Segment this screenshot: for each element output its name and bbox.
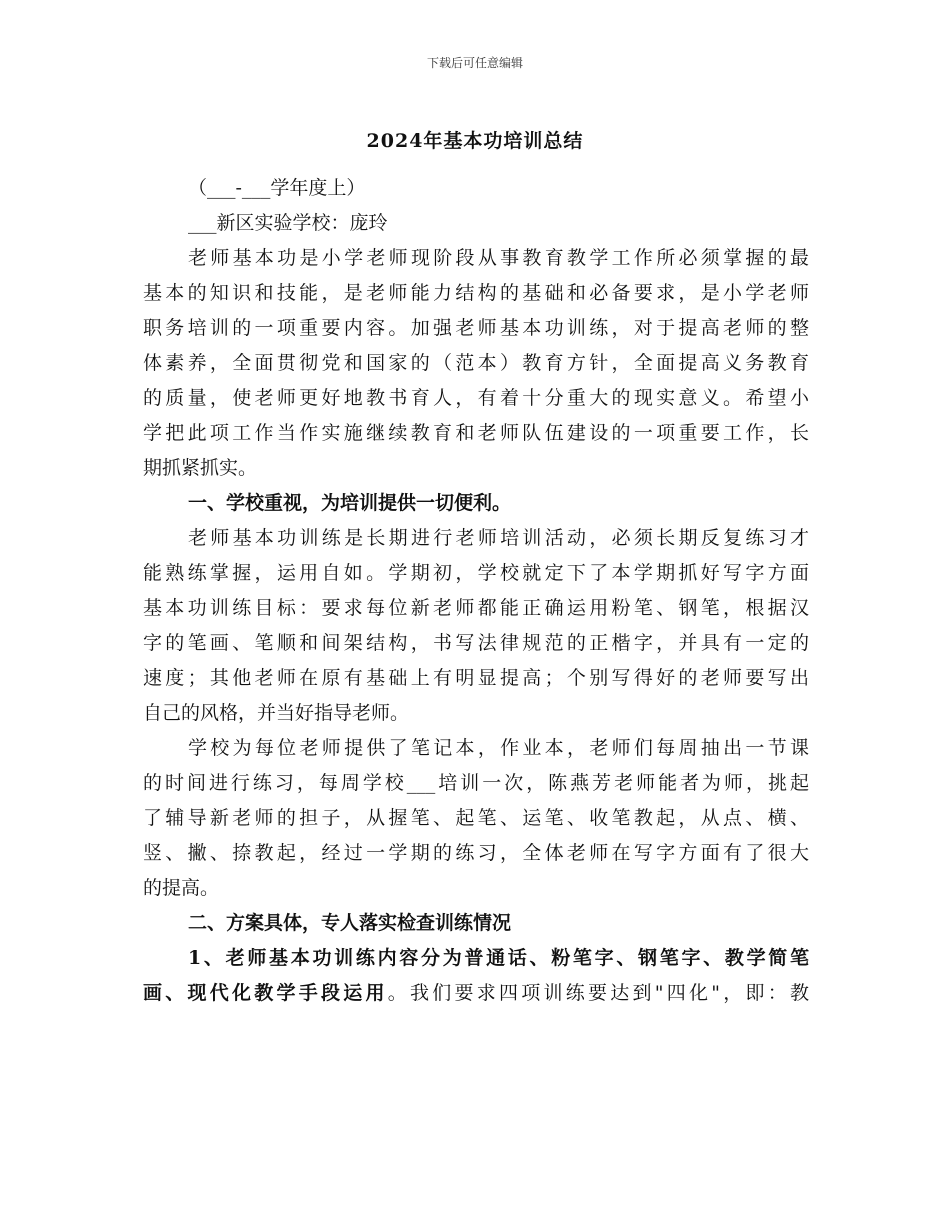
bold-run: 画、现代化教学手段运用	[143, 982, 388, 1004]
section-heading-2: 二、方案具体，专人落实检查训练情况	[188, 912, 512, 934]
paragraph-line: 期抓紧抓实。	[143, 457, 258, 479]
paragraph-line: 老师基本功训练是长期进行老师培训活动，必须长期反复练习才	[188, 527, 809, 549]
section1-paragraph-2	[143, 731, 809, 906]
author-line: ___新区实验学校：庞玲	[188, 212, 388, 234]
paragraph-line: 1、老师基本功训练内容分为普通话、粉笔字、钢笔字、教学简笔	[188, 947, 809, 969]
paragraph-line: 能熟练掌握，运用自如。学期初，学校就定下了本学期抓好写字方面	[143, 562, 809, 584]
intro-paragraph	[143, 241, 809, 486]
document-body	[143, 171, 809, 1011]
paragraph-line: 字的笔画、笔顺和间架结构，书写法律规范的正楷字，并具有一定的	[143, 632, 809, 654]
section-heading-1: 一、学校重视，为培训提供一切便利。	[188, 492, 512, 514]
academic-year-line: （___-___学年度上）	[188, 177, 366, 199]
section2-paragraph-1	[143, 941, 809, 1011]
paragraph-line: 速度；其他老师在原有基础上有明显提高；个别写得好的老师要写出	[143, 667, 809, 689]
plain-run: 。我们要求四项训练要达到"四化"，即：教	[387, 982, 809, 1004]
paragraph-line: 竖、撇、捺教起，经过一学期的练习，全体老师在写字方面有了很大	[143, 842, 809, 864]
paragraph-line: 体素养，全面贯彻党和国家的（范本）教育方针，全面提高义务教育	[143, 352, 809, 374]
paragraph-line: 的质量，使老师更好地教书育人，有着十分重大的现实意义。希望小	[143, 387, 809, 409]
page-header-note: 下载后可任意编辑	[426, 56, 523, 70]
paragraph-line: 学校为每位老师提供了笔记本，作业本，老师们每周抽出一节课	[188, 737, 809, 759]
paragraph-line: 了辅导新老师的担子，从握笔、起笔、运笔、收笔教起，从点、横、	[143, 807, 809, 829]
paragraph-line: 自己的风格，并当好指导老师。	[143, 702, 410, 724]
document-title: 2024年基本功培训总结	[366, 130, 584, 152]
section1-paragraph-1	[143, 521, 809, 731]
paragraph-line: 学把此项工作当作实施继续教育和老师队伍建设的一项重要工作，长	[143, 422, 809, 444]
paragraph-line: 的时间进行练习，每周学校___培训一次，陈燕芳老师能者为师，挑起	[143, 772, 809, 794]
paragraph-line: 基本的知识和技能，是老师能力结构的基础和必备要求，是小学老师	[143, 282, 809, 304]
paragraph-line	[143, 976, 809, 1011]
paragraph-line: 老师基本功是小学老师现阶段从事教育教学工作所必须掌握的最	[188, 247, 809, 269]
paragraph-line: 的提高。	[143, 877, 220, 899]
paragraph-line: 职务培训的一项重要内容。加强老师基本功训练，对于提高老师的整	[143, 317, 809, 339]
paragraph-line: 基本功训练目标：要求每位新老师都能正确运用粉笔、钢笔，根据汉	[143, 597, 809, 619]
